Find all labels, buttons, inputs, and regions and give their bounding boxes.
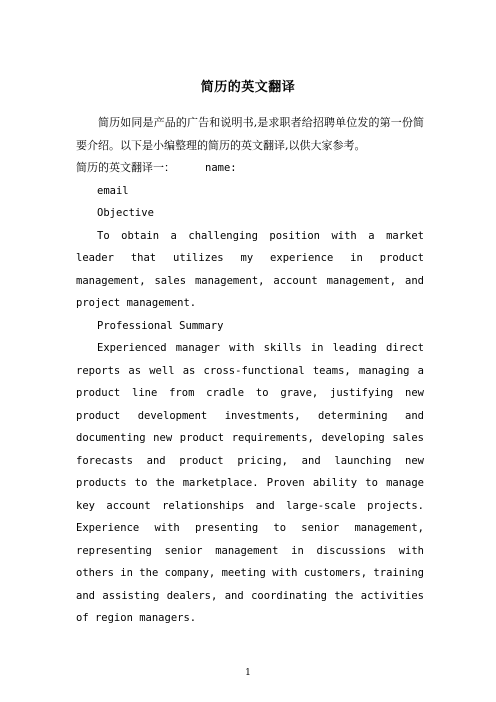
intro-text: 简历如同是产品的广告和说明书,是求职者给招聘单位发的第一份简要介绍。以下是小编整理的简历的英文翻译,以供大家参考。 [76,116,424,152]
summary-heading: Professional Summary [97,319,224,332]
intro-paragraph [76,112,424,157]
page-number: 1 [245,668,251,678]
document-body [76,112,424,630]
section-line [76,157,424,180]
objective-heading: Objective [97,207,154,219]
section-label: 简历的英文翻译一： [76,161,175,174]
summary-paragraph: Experienced manager with skills in leading direct reports as well as cross-functional teams, managing a product line from cradle to grave, justifying new product development investments, determining and documenting new product requirements, developing sales forecasts and product pricing, and launching new products to the marketplace. Proven ability to manage key account relationships and large-scale projects. Experience with presenting to senior management, representing senior management in discussions with others in the company, meeting with customers, training and assisting dealers, and coordinating the activities of region managers. [76,342,424,624]
name-label: name: [205,162,237,174]
objective-paragraph: To obtain a challenging position with a market leader that utilizes my experience in product management, sales management, account management, and project management. [76,229,424,309]
document-title: 简历的英文翻译 [200,80,296,95]
email-line: email [97,184,129,197]
